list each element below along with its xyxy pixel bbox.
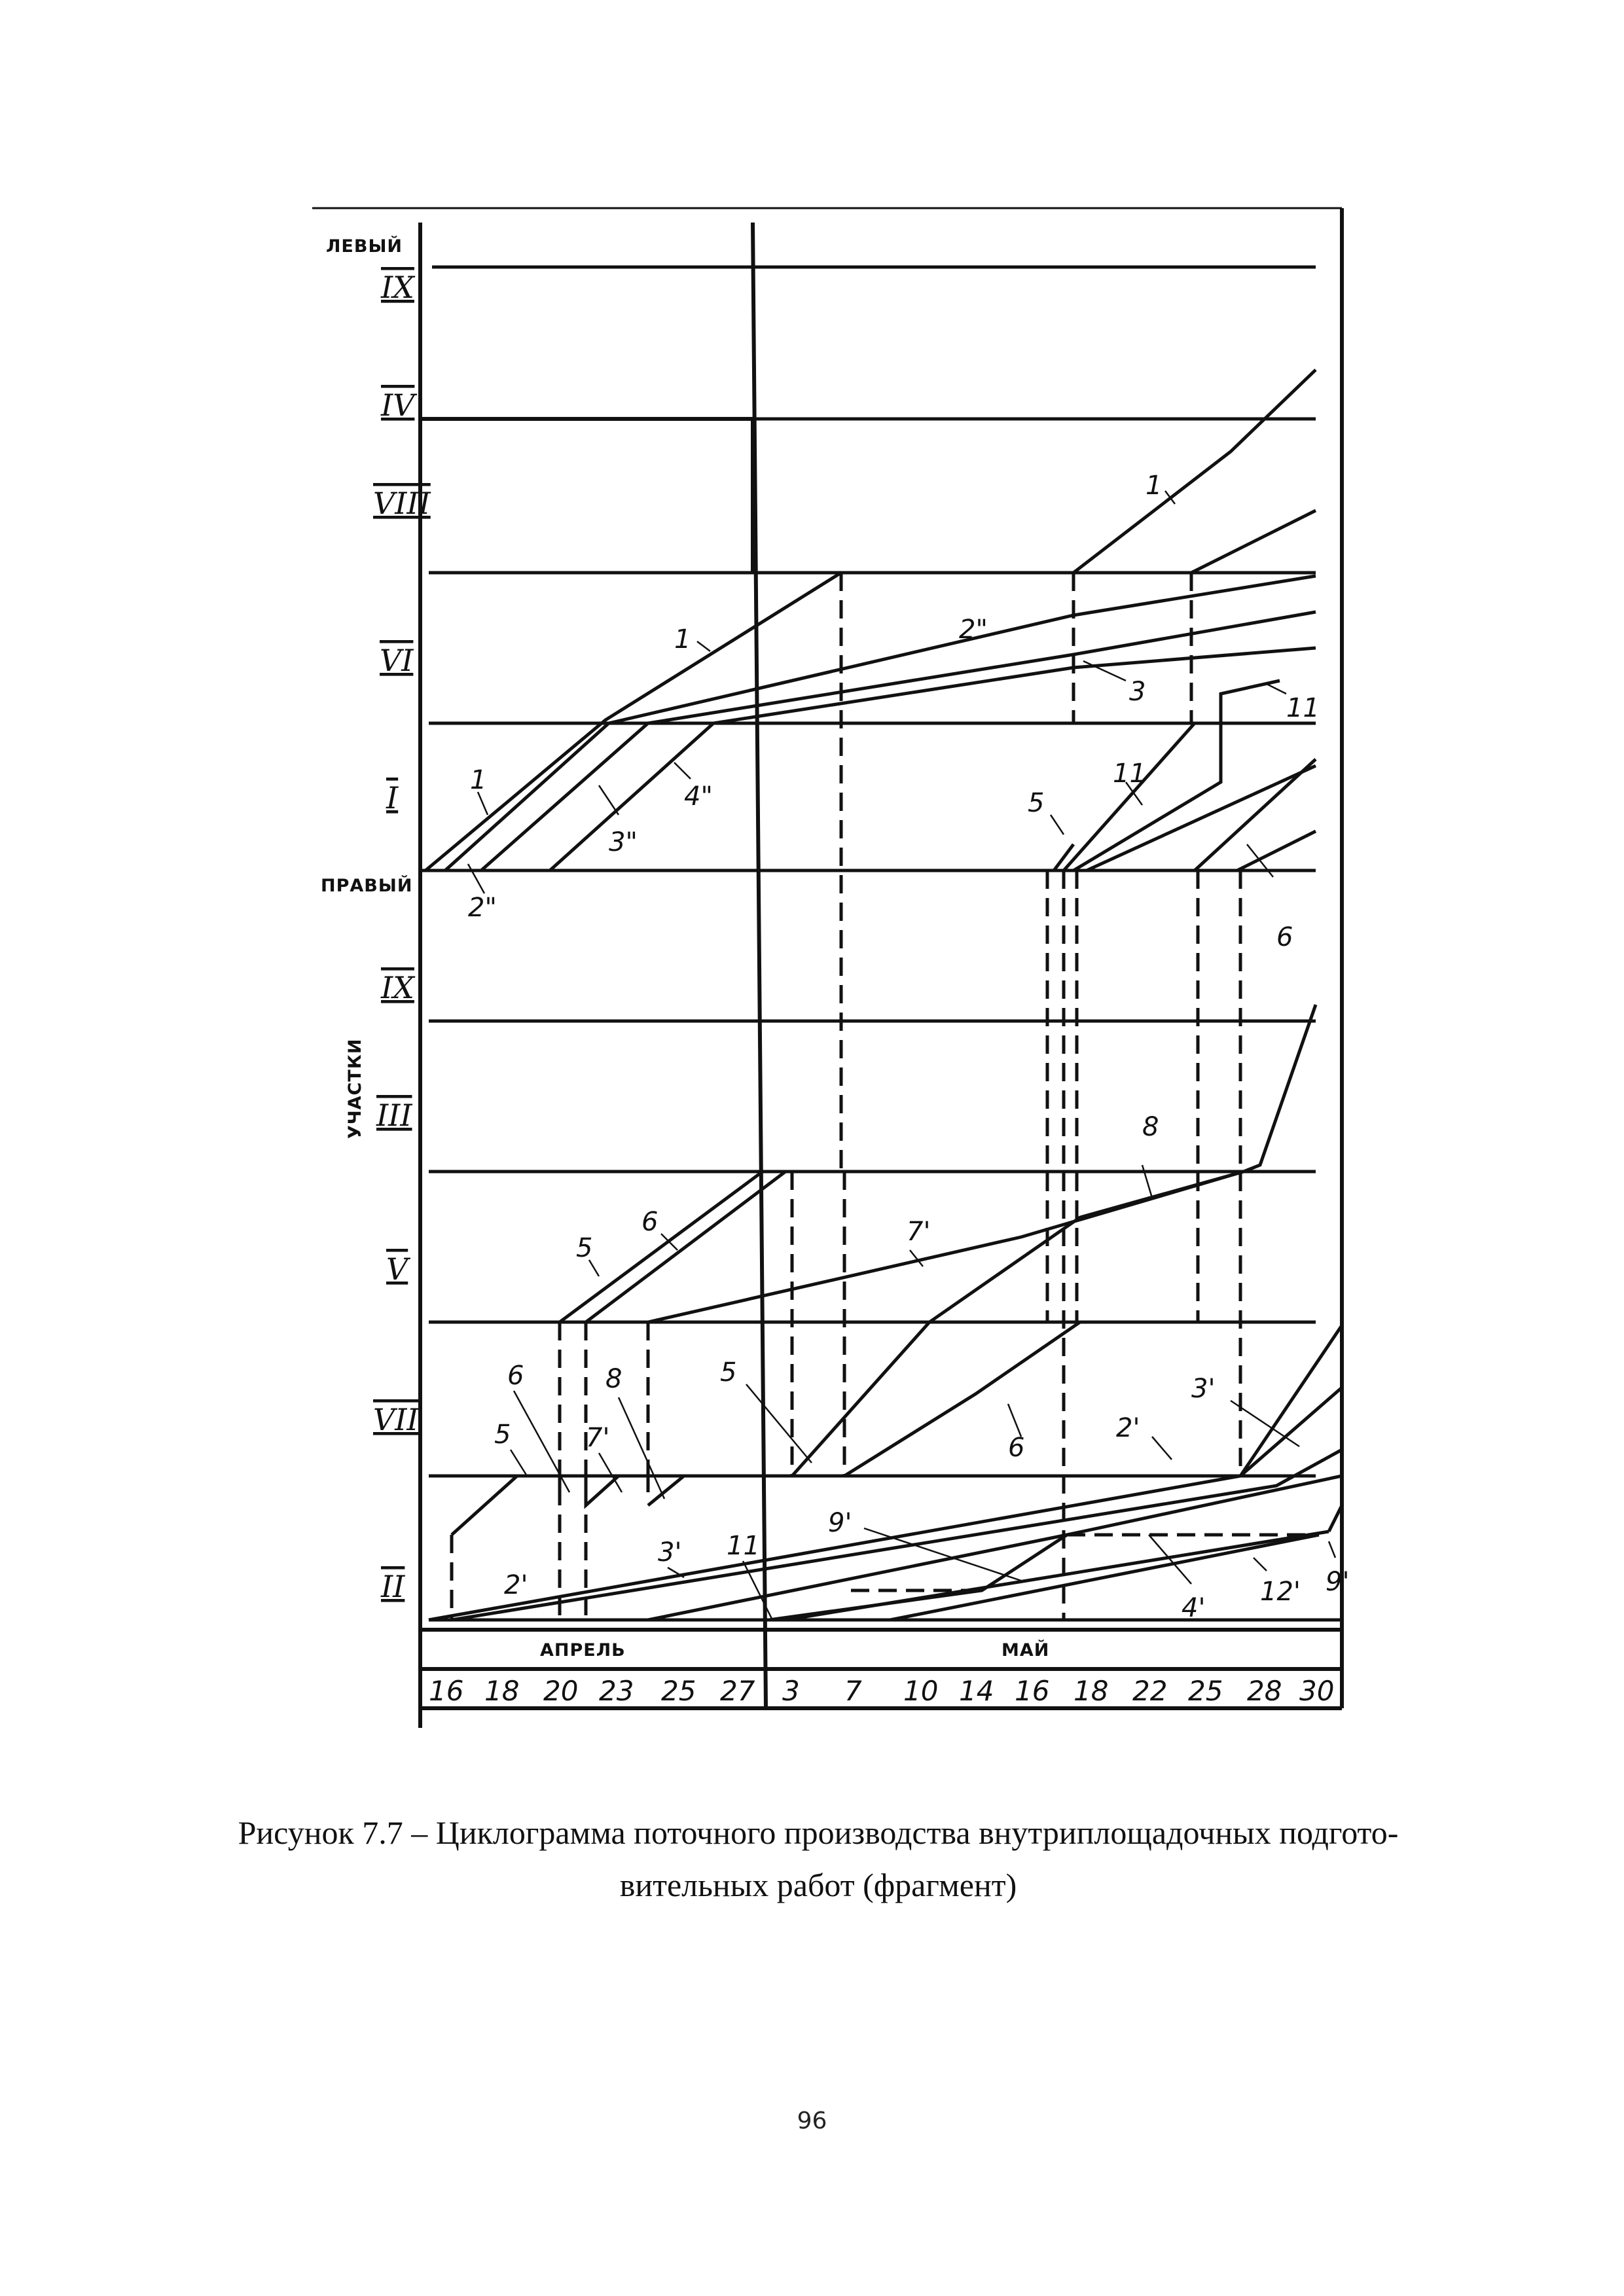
section-label: III [376, 1098, 412, 1133]
x-tick-label: 16 [1015, 1675, 1050, 1707]
leader [1051, 815, 1064, 834]
leader [478, 792, 488, 815]
line-label: 5 [720, 1357, 737, 1388]
line-5-left [452, 1476, 560, 1535]
leader [697, 641, 710, 651]
leader [1329, 1541, 1335, 1558]
line-label: 8 [1142, 1112, 1159, 1142]
line-label: 12' [1260, 1577, 1301, 1607]
line-label: 7' [586, 1423, 610, 1453]
line-label: 1 [1146, 471, 1163, 501]
line-right-steep [1244, 1005, 1316, 1172]
line-label: 6 [641, 1207, 659, 1237]
line-label: 1 [674, 624, 691, 655]
caption-line: Рисунок 7.7 – Циклограмма поточного производства внутриплощадочных подгото- [238, 1814, 1399, 1851]
line-label: 2" [468, 893, 497, 923]
line-3-upper [481, 612, 1316, 870]
line-label: 3 [1129, 677, 1146, 707]
line-5-upper [1054, 844, 1074, 870]
month-label: МАЙ [1001, 1640, 1050, 1660]
leader [674, 762, 691, 779]
line-12-bottom [890, 1535, 1319, 1620]
x-tick-label: 30 [1299, 1675, 1335, 1707]
line-1-right [1074, 370, 1316, 573]
section-label: IV [381, 387, 415, 423]
section-label: VI [380, 643, 414, 678]
line-label: 6 [1276, 922, 1293, 952]
figure-caption [164, 1806, 1473, 1911]
x-tick-label: 18 [484, 1675, 520, 1707]
leader [619, 1397, 664, 1499]
line-label: 3' [1191, 1374, 1216, 1404]
section-label: VII [373, 1402, 419, 1437]
section-label: IX [381, 970, 414, 1005]
line-label: 2" [959, 615, 988, 645]
leader [746, 1384, 812, 1463]
section-label: VIII [373, 486, 431, 521]
x-tick-label: 25 [1188, 1675, 1223, 1707]
line-label: 8 [605, 1364, 623, 1394]
x-tick-label: 25 [661, 1675, 696, 1707]
line-6-lower [586, 1172, 785, 1322]
line-label: 6 [507, 1361, 524, 1391]
line-label: 11 [1113, 759, 1146, 789]
line-continuation [1191, 511, 1316, 573]
section-label: II [381, 1569, 405, 1604]
line-7-left [586, 1476, 648, 1505]
line-9-bottom [769, 1535, 1067, 1620]
line-label: 9' [1326, 1567, 1350, 1597]
leader [1254, 1558, 1267, 1571]
leader [1267, 684, 1286, 694]
line-label: 3" [609, 827, 638, 857]
x-tick-label: 7 [844, 1675, 862, 1707]
leader [599, 1453, 622, 1492]
line-11-b [1074, 681, 1280, 870]
line-6-upper [1237, 831, 1316, 870]
month-label: АПРЕЛЬ [540, 1640, 626, 1660]
y-axis-label: УЧАСТКИ [345, 1038, 365, 1139]
line-label: 7' [907, 1217, 931, 1247]
x-tick-label: 28 [1247, 1675, 1282, 1707]
leader [1008, 1404, 1021, 1437]
line-label: 3' [658, 1537, 682, 1568]
line-label: 5 [494, 1420, 511, 1450]
line-7-lower [648, 1172, 1244, 1322]
x-tick-label: 10 [903, 1675, 939, 1707]
x-tick-label: 18 [1074, 1675, 1109, 1707]
leader [1152, 1437, 1172, 1460]
x-tick-label: 22 [1132, 1675, 1168, 1707]
section-label: V [386, 1251, 408, 1287]
line-label: 6 [1008, 1433, 1025, 1463]
line-label: 4' [1182, 1593, 1206, 1623]
right-side-label: ПРАВЫЙ [321, 876, 413, 896]
x-tick-label: 16 [429, 1675, 464, 1707]
x-tick-label: 23 [599, 1675, 634, 1707]
line-label: 4" [684, 781, 713, 812]
line-label: 11 [727, 1531, 760, 1561]
line-2-prime [1113, 1325, 1342, 1476]
line-2-bottom [429, 1476, 1240, 1620]
section-label: IX [381, 270, 414, 305]
line-label: 1 [470, 765, 487, 795]
section-label: I [386, 780, 399, 816]
line-label: 2' [504, 1570, 528, 1600]
line-8-left [648, 1476, 684, 1505]
leader [599, 785, 619, 815]
page-number: 96 [797, 2108, 827, 2134]
line-label: 5 [576, 1233, 593, 1263]
line-11-upper [1064, 723, 1195, 870]
line-label: 9' [828, 1508, 852, 1538]
caption-line: вительных работ (фрагмент) [619, 1867, 1017, 1903]
x-tick-label: 27 [720, 1675, 755, 1707]
x-tick-label: 14 [959, 1675, 994, 1707]
x-tick-label: 20 [543, 1675, 579, 1707]
x-tick-label: 3 [782, 1675, 800, 1707]
line-label: 11 [1286, 693, 1320, 723]
line-5-mid [792, 1322, 929, 1476]
left-side-label: ЛЕВЫЙ [326, 236, 403, 257]
line-label: 2' [1116, 1413, 1140, 1443]
leader [511, 1450, 527, 1476]
line-label: 5 [1028, 788, 1045, 818]
